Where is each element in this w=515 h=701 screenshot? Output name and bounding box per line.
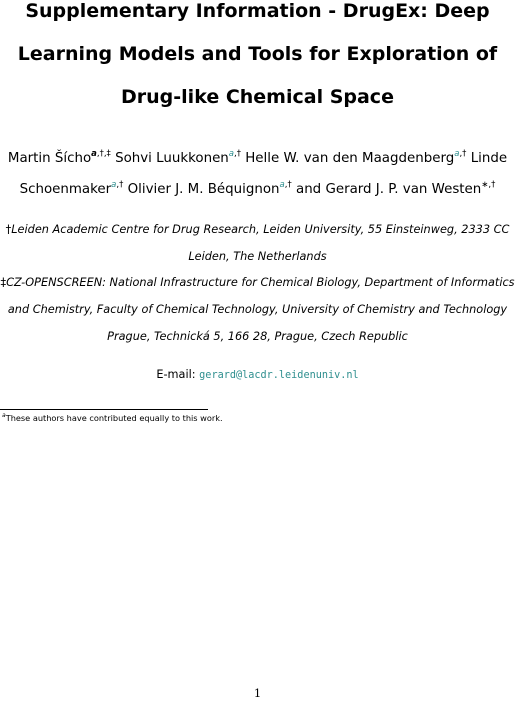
affiliation-leiden [0,216,515,270]
author-marks: a,† [454,148,467,159]
affiliation-line: ‡CZ-OPENSCREEN: National Infrastructure for Chemical Biology, Department of Informatics [0,276,515,289]
author-connector: and [295,182,322,197]
author-marks: a,†,‡ [91,148,111,159]
affiliation-line: and Chemistry, Faculty of Chemical Technology, University of Chemistry and Technology [7,303,508,316]
author-name: Olivier J. M. Béquignon [127,182,280,197]
affiliation-prague [0,269,515,350]
author-marks: ∗,† [481,179,496,190]
author-name: Martin Šícho [7,151,92,166]
title-line-1: Supplementary Information - DrugEx: Deep [25,0,490,22]
title-line-2: Learning Models and Tools for Exploration of [17,43,498,65]
author-name: Gerard J. P. van Westen [325,182,482,197]
dagger-mark: † [5,223,12,236]
author-name-first: Linde [470,151,508,166]
author-name: Sohvi Luukkonen [115,151,229,166]
footnote-mark: a [2,412,6,420]
affiliation-line: Prague, Technická 5, 166 28, Prague, Czech Republic [107,330,408,343]
author-marks: a,† [111,179,124,190]
page-number: 1 [253,686,262,700]
author-name-last: Schoenmaker [19,182,112,197]
author-name: Helle W. van den Maagdenberg [245,151,455,166]
title-line-3: Drug-like Chemical Space [121,86,394,108]
author-line-2 [0,174,515,205]
affiliation-line: Leiden, The Netherlands [188,250,327,263]
footnote-rule [0,409,208,410]
affiliation-line: †Leiden Academic Centre for Drug Research, Leiden University, 55 Einsteinweg, 2333 CC [5,223,510,236]
email-link[interactable]: gerard@lacdr.leidenuniv.nl [199,370,359,381]
footnote-text: These authors have contributed equally to this work. [5,413,223,423]
author-marks: a,† [228,148,241,159]
author-list [0,143,515,205]
email-label: E-mail: [156,368,196,381]
author-line-1 [0,143,515,174]
email-line [0,365,515,386]
author-marks: a,† [279,179,292,190]
double-dagger-mark: ‡ [0,276,7,289]
paper-title [0,0,515,119]
footnote [2,411,223,425]
